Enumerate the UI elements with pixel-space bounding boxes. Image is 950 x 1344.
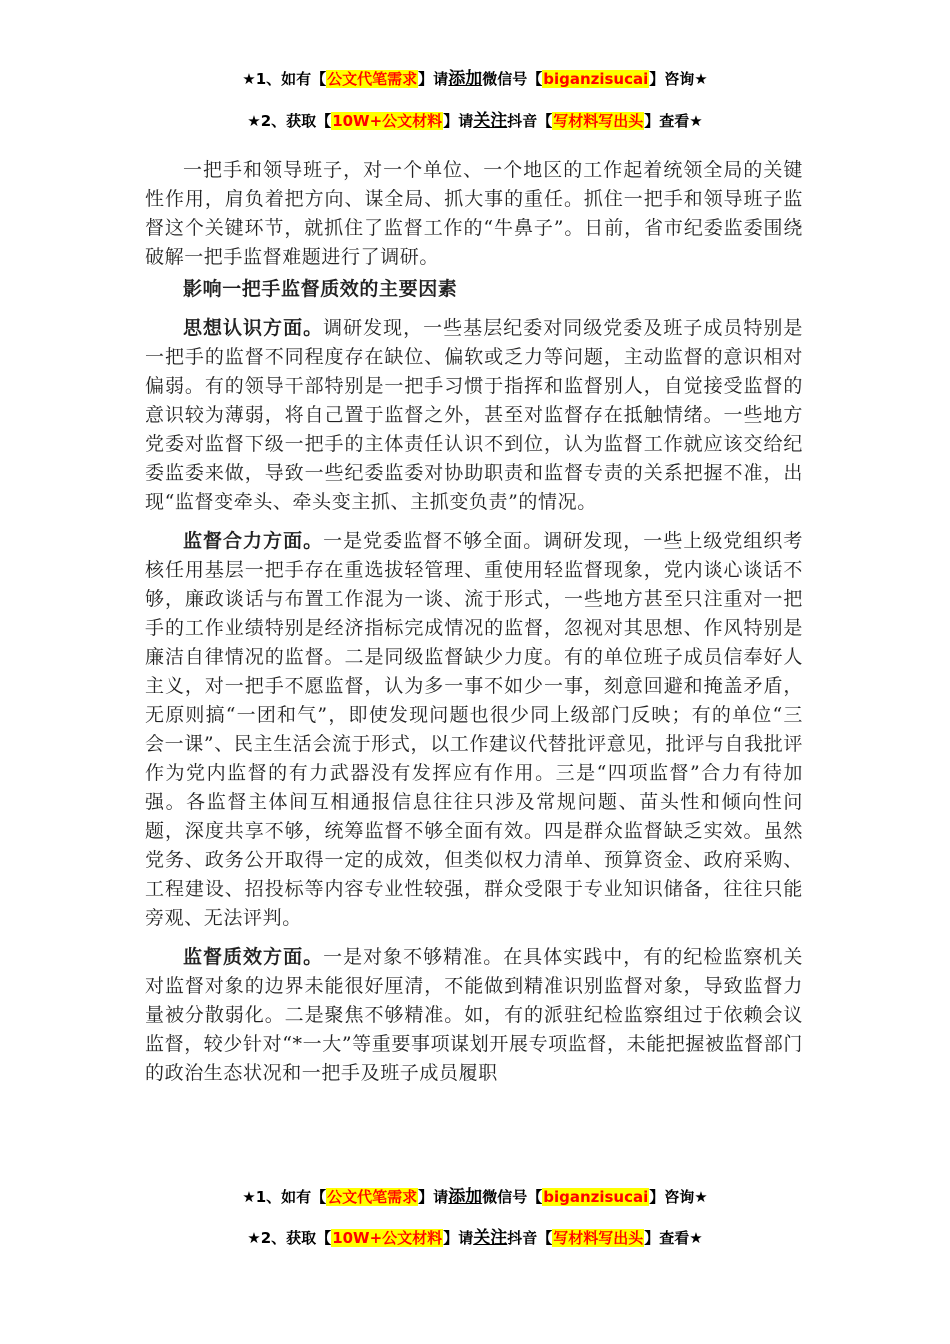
paragraph-lead: 思想认识方面。 (183, 317, 324, 339)
promo-highlight: 写材料写出头 (553, 1229, 644, 1247)
promo-underlined: 添加 (448, 1187, 483, 1207)
promo-text: 】查看★ (644, 112, 703, 130)
promo-text: 】查看★ (644, 1229, 703, 1247)
promo-text: ★1、如有【 (242, 70, 327, 88)
paragraph-effectiveness (145, 943, 803, 1088)
promo-highlight: 公文代笔需求 (327, 1188, 418, 1206)
promo-underlined: 关注 (473, 111, 508, 131)
paragraph-text: 一是党委监督不够全面。调研发现，一些上级党组织考核任用基层一把手存在重选拔轻管理、重使用轻监督现象，党内谈心谈话不够，廉政谈话与布置工作混为一谈、流于形式，一些地方甚至只注重对一把手的工作业绩特别是经济指标完成情况的监督，忽视对其思想、作风特别是廉洁自律情况的监督。二是同级监督缺少力度。有的单位班子成员信奉好人主义，对一把手不愿监督，认为多一事不如少一事，刻意回避和掩盖矛盾，无原则搞“一团和气”，即使发现问题也很少同上级部门反映；有的单位“三会一课”、民主生活会流于形式，以工作建议代替批评意见，批评与自我批评作为党内监督的有力武器没有发挥应有作用。三是“四项监督”合力有待加强。各监督主体间互相通报信息往往只涉及常规问题、苗头性和倾向性问题，深度共享不够，统筹监督不够全面有效。四是群众监督缺乏实效。虽然党务、政务公开取得一定的成效，但类似权力清单、预算资金、政府采购、工程建设、招投标等内容专业性较强，群众受限于专业知识储备，往往只能旁观、无法评判。 (145, 530, 803, 929)
promo-highlight: 写材料写出头 (553, 112, 644, 130)
promo-text: 】请 (443, 1229, 474, 1247)
bottom-promo-line-1 (0, 1186, 950, 1208)
article-body (145, 156, 803, 1088)
paragraph-thinking (145, 314, 803, 517)
promo-text: 】请 (418, 1188, 449, 1206)
promo-text: 抖音【 (507, 112, 553, 130)
section-heading: 影响一把手监督质效的主要因素 (183, 278, 458, 300)
bottom-promo-line-2 (0, 1227, 950, 1249)
promo-highlight: 10W+公文材料 (332, 1229, 443, 1247)
promo-text: 抖音【 (507, 1229, 553, 1247)
promo-text: ★2、获取【 (247, 112, 332, 130)
paragraph-text: 一是对象不够精准。在具体实践中，有的纪检监察机关对监督对象的边界未能很好厘清，不能做到精准识别监督对象，导致监督力量被分散弱化。二是聚焦不够精准。如，有的派驻纪检监察组过于依赖会议监督，较少针对“*一大”等重要事项谋划开展专项监督，未能把握被监督部门的政治生态状况和一把手及班子成员履职 (145, 946, 803, 1084)
promo-text: 微信号【 (482, 1188, 543, 1206)
top-promo-line-1 (0, 68, 950, 90)
paragraph-lead: 监督质效方面。 (183, 946, 324, 968)
promo-text: 】咨询★ (649, 70, 708, 88)
promo-text: ★2、获取【 (247, 1229, 332, 1247)
promo-highlight: biganzisucai (543, 70, 649, 88)
promo-underlined: 关注 (473, 1228, 508, 1248)
promo-text: 微信号【 (482, 70, 543, 88)
paragraph-lead: 监督合力方面。 (183, 530, 324, 552)
promo-highlight: 公文代笔需求 (327, 70, 418, 88)
intro-paragraph: 一把手和领导班子，对一个单位、一个地区的工作起着统领全局的关键性作用，肩负着把方向、谋全局、抓大事的重任。抓住一把手和领导班子监督这个关键环节，就抓住了监督工作的“牛鼻子”。日前，省市纪委监委围绕破解一把手监督难题进行了调研。 (145, 159, 803, 268)
promo-text: ★1、如有【 (242, 1188, 327, 1206)
promo-text: 】咨询★ (649, 1188, 708, 1206)
promo-text: 】请 (443, 112, 474, 130)
paragraph-text: 调研发现，一些基层纪委对同级党委及班子成员特别是一把手的监督不同程度存在缺位、偏软或乏力等问题，主动监督的意识相对偏弱。有的领导干部特别是一把手习惯于指挥和监督别人，自觉接受监督的意识较为薄弱，将自己置于监督之外，甚至对监督存在抵触情绪。一些地方党委对监督下级一把手的主体责任认识不到位，认为监督工作就应该交给纪委监委来做，导致一些纪委监委对协助职责和监督专责的关系把握不准，出现“监督变牵头、牵头变主抓、主抓变负责”的情况。 (145, 317, 803, 513)
promo-highlight: 10W+公文材料 (332, 112, 443, 130)
promo-text: 】请 (418, 70, 449, 88)
top-promo-line-2 (0, 110, 950, 132)
promo-underlined: 添加 (448, 69, 483, 89)
promo-highlight: biganzisucai (543, 1188, 649, 1206)
paragraph-synergy (145, 527, 803, 933)
